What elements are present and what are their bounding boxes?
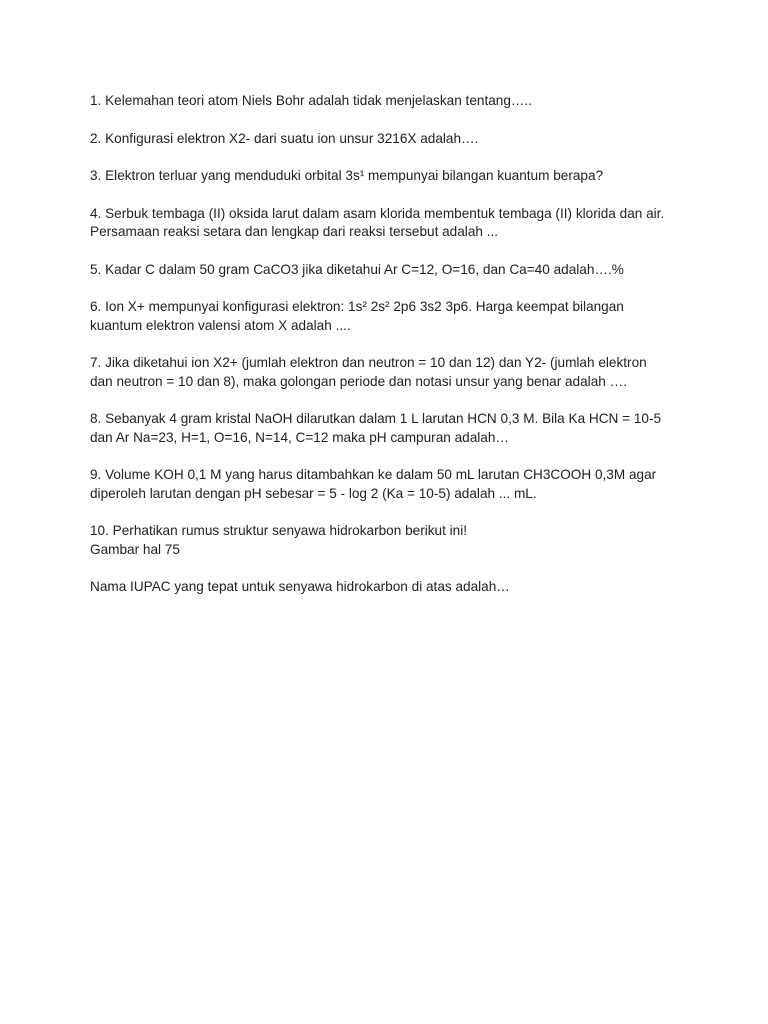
- text-line: 3. Elektron terluar yang menduduki orbital 3s¹ mempunyai bilangan kuantum berapa?: [90, 168, 604, 183]
- question-list: [90, 92, 690, 616]
- text-line: diperoleh larutan dengan pH sebesar = 5 - log 2 (Ka = 10-5) adalah ... mL.: [90, 485, 537, 501]
- text-line: 6. Ion X+ mempunyai konfigurasi elektron: 1s² 2s² 2p6 3s2 3p6. Harga keempat bilangan: [90, 299, 624, 314]
- text-line: dan neutron = 10 dan 8), maka golongan periode dan notasi unsur yang benar adalah ….: [90, 373, 627, 389]
- text-line: Nama IUPAC yang tepat untuk senyawa hidrokarbon di atas adalah…: [90, 579, 510, 594]
- text-line: 4. Serbuk tembaga (II) oksida larut dalam asam klorida membentuk tembaga (II) klorida dan air.: [90, 205, 665, 221]
- text-line: Persamaan reaksi setara dan lengkap dari reaksi tersebut adalah ...: [90, 224, 499, 239]
- question-3: [90, 167, 690, 186]
- question-2: [90, 130, 690, 149]
- text-line: 8. Sebanyak 4 gram kristal NaOH dilarutkan dalam 1 L larutan HCN 0,3 M. Bila Ka HCN = 10-5: [90, 411, 662, 426]
- text-line: 10. Perhatikan rumus struktur senyawa hidrokarbon berikut ini!: [90, 523, 468, 538]
- question-4: [90, 205, 690, 242]
- question-8: [90, 410, 690, 447]
- question-5: [90, 261, 690, 280]
- text-line: kuantum elektron valensi atom X adalah ....: [90, 317, 351, 333]
- text-line: 9. Volume KOH 0,1 M yang harus ditambahkan ke dalam 50 mL larutan CH3COOH 0,3M agar: [90, 467, 657, 482]
- text-line: 1. Kelemahan teori atom Niels Bohr adalah tidak menjelaskan tentang…..: [90, 93, 533, 108]
- text-line: dan Ar Na=23, H=1, O=16, N=14, C=12 maka pH campuran adalah…: [90, 429, 510, 445]
- text-line: Gambar hal 75: [90, 541, 180, 557]
- question-10: [90, 522, 690, 559]
- text-line: 2. Konfigurasi elektron X2- dari suatu ion unsur 3216X adalah….: [90, 130, 479, 146]
- question-9: [90, 466, 690, 503]
- question-1: [90, 92, 690, 111]
- text-line: 7. Jika diketahui ion X2+ (jumlah elektron dan neutron = 10 dan 12) dan Y2- (jumlah elektron: [90, 355, 647, 370]
- question-followup: [90, 578, 690, 597]
- text-line: 5. Kadar C dalam 50 gram CaCO3 jika diketahui Ar C=12, O=16, dan Ca=40 adalah….%: [90, 261, 624, 277]
- question-7: [90, 354, 690, 391]
- question-6: [90, 298, 690, 335]
